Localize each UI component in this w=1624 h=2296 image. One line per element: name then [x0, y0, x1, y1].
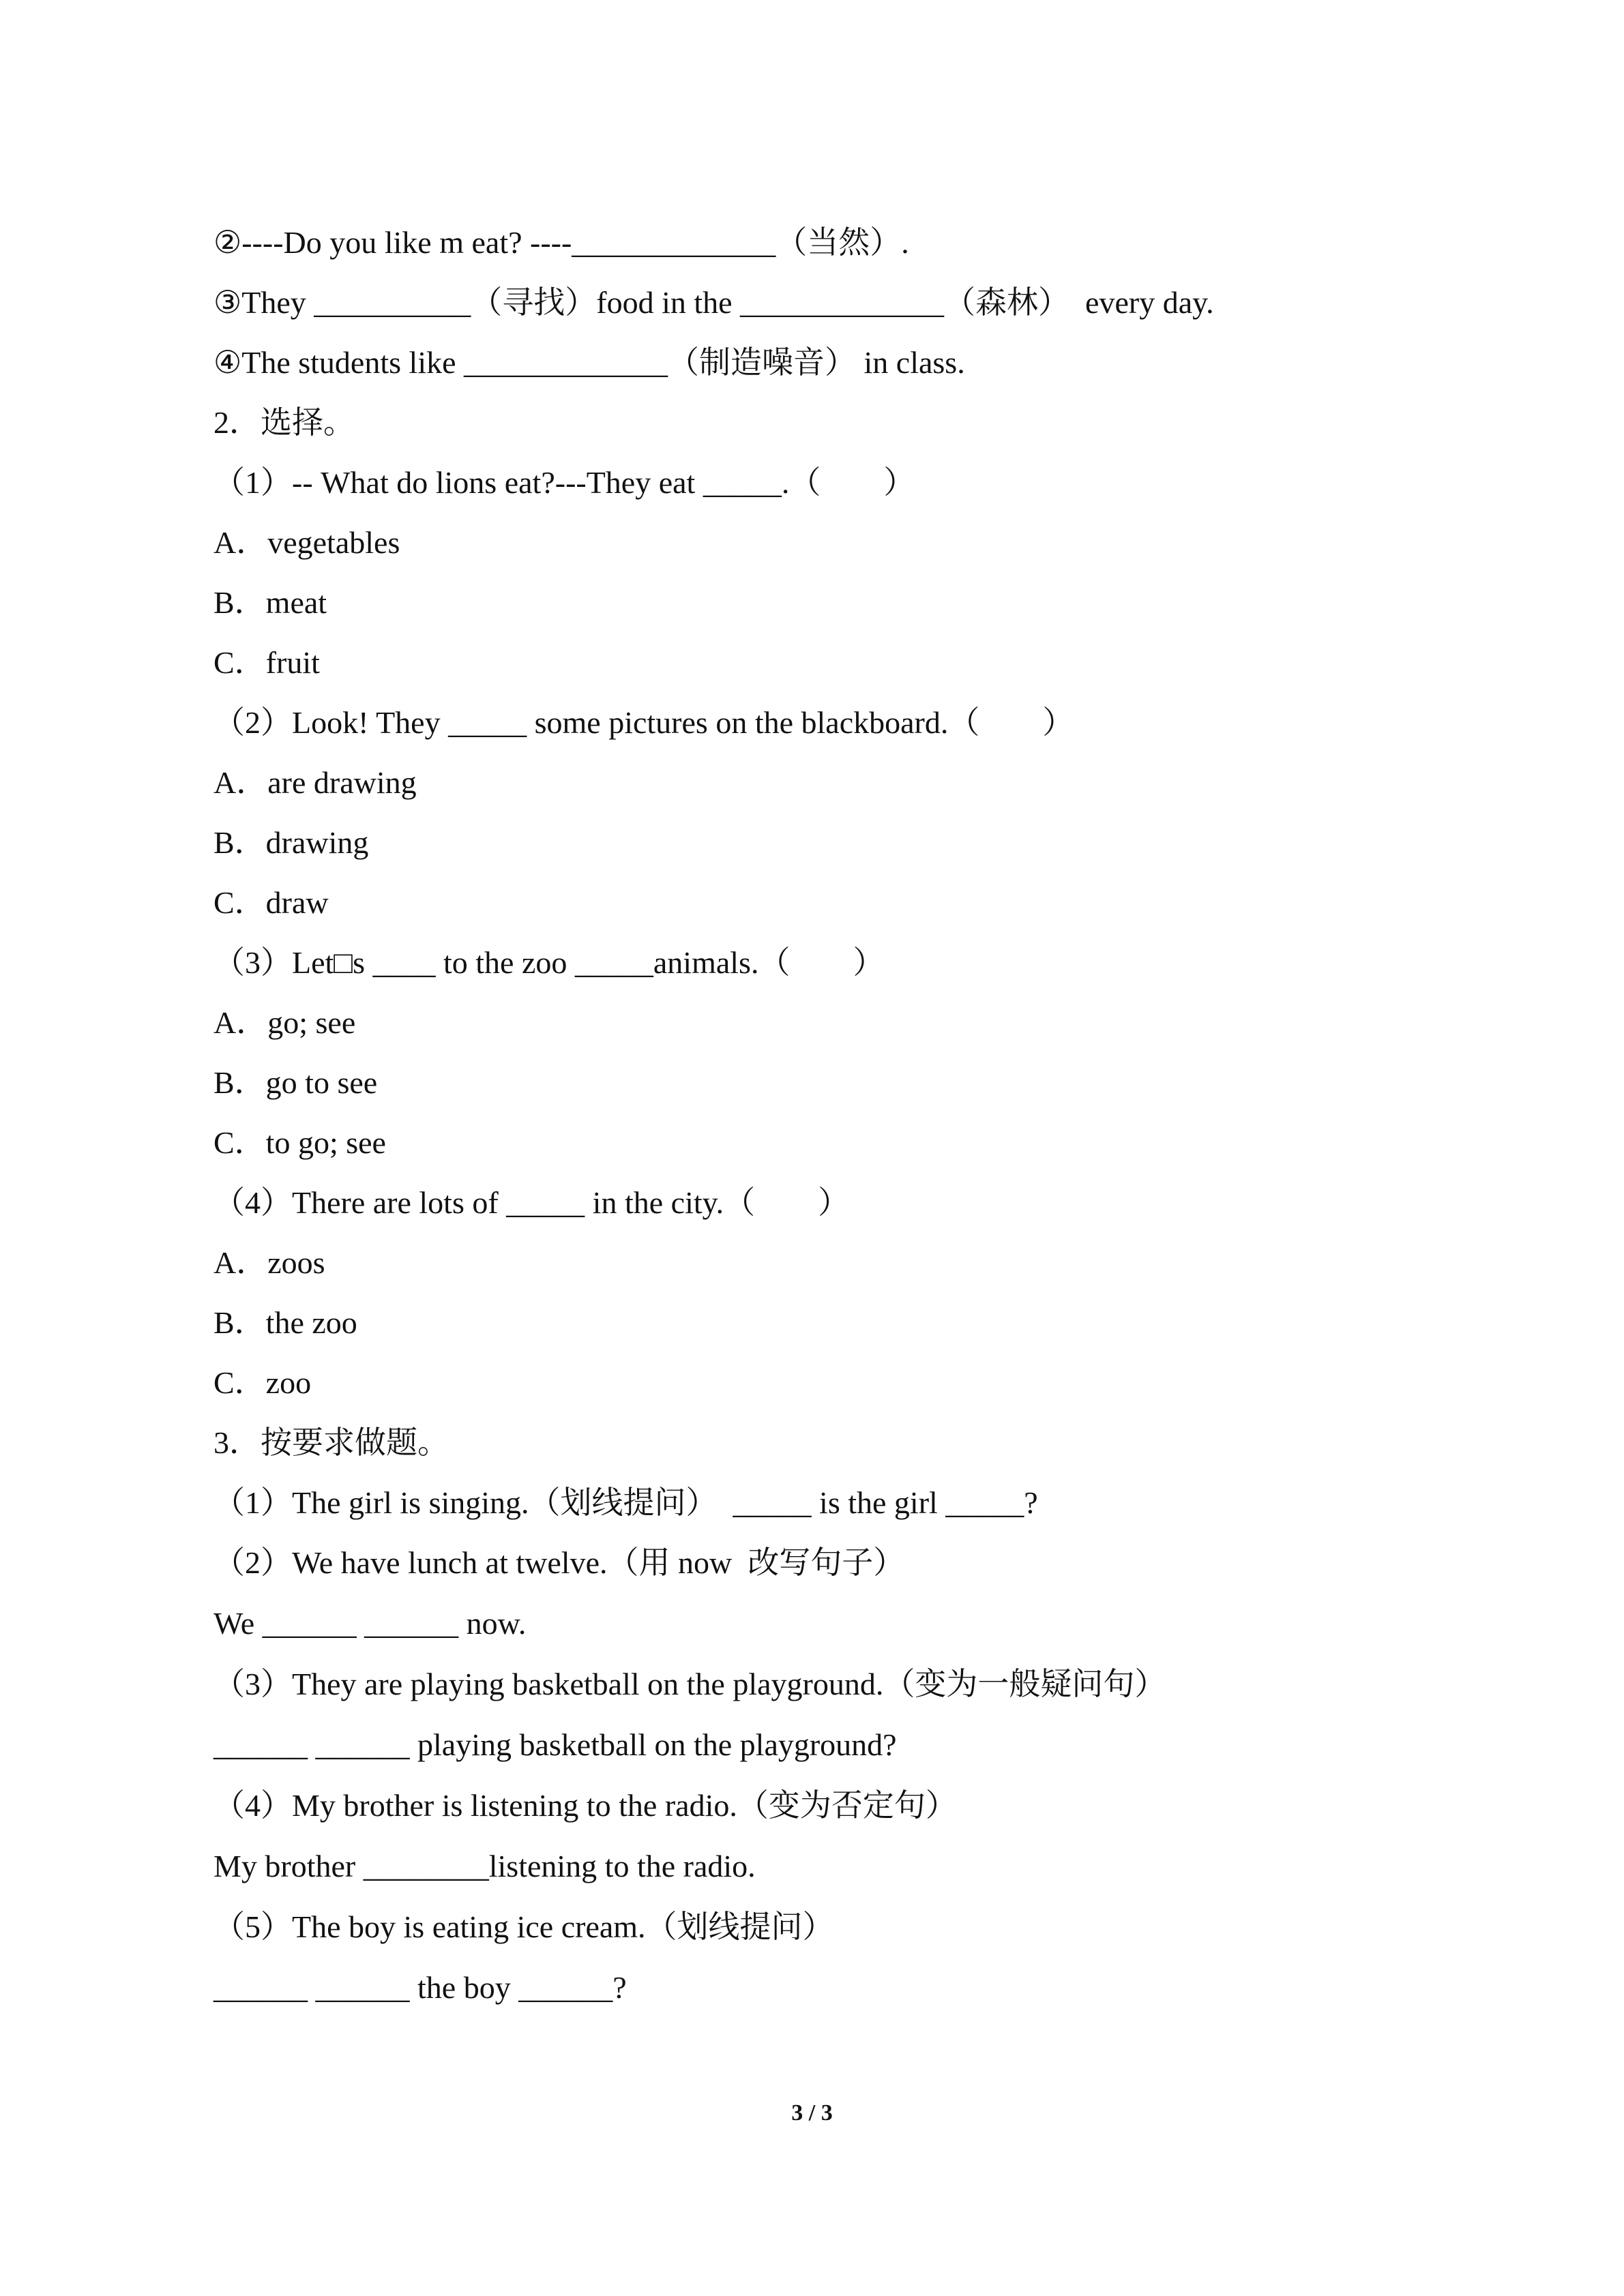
option-line: B．meat	[213, 585, 327, 620]
question-line: （3）They are playing basketball on the playground.（变为一般疑问句）	[213, 1667, 1166, 1701]
question-line: （4）My brother is listening to the radio.（变为否定句）	[213, 1788, 957, 1823]
option-line: B．go to see	[213, 1065, 378, 1100]
question-line: （2）Look! They _____ some pictures on the blackboard.（ ）	[213, 705, 1074, 740]
option-line: A．go; see	[213, 1005, 356, 1040]
question-line: （3）Let□s ____ to the zoo _____animals.（ ）	[213, 945, 885, 980]
option-line: C．zoo	[213, 1365, 312, 1400]
exercise-line: ④The students like _____________（制造噪音） in class.	[213, 345, 965, 380]
exercise-content	[213, 213, 1509, 2018]
question-line: （5）The boy is eating ice cream.（划线提问）	[213, 1909, 834, 1944]
option-line: B．the zoo	[213, 1305, 357, 1340]
answer-line: ______ ______ the boy ______?	[213, 1970, 627, 2005]
section-heading: 2．选择。	[213, 405, 355, 440]
option-line: C．draw	[213, 885, 329, 920]
question-line: （1）The girl is singing.（划线提问） _____ is the girl _____?	[213, 1485, 1038, 1520]
section-heading: 3．按要求做题。	[213, 1425, 449, 1460]
exercise-line: ③They __________（寻找）food in the _____________（森林） every day.	[213, 285, 1214, 320]
answer-line: We ______ ______ now.	[213, 1606, 527, 1641]
question-line: （4）There are lots of _____ in the city.（ ）	[213, 1185, 850, 1220]
option-line: A．are drawing	[213, 765, 417, 800]
option-line: A．zoos	[213, 1245, 325, 1280]
exercise-line: ②----Do you like m eat? ----_____________（当然）.	[213, 225, 909, 260]
answer-line: ______ ______ playing basketball on the playground?	[213, 1727, 897, 1762]
option-line: C．to go; see	[213, 1125, 386, 1160]
option-line: B．drawing	[213, 825, 369, 860]
option-line: C．fruit	[213, 645, 320, 680]
answer-line: My brother ________listening to the radio.	[213, 1849, 756, 1883]
page-number: 3 / 3	[791, 2100, 833, 2126]
question-line: （1）-- What do lions eat?---They eat _____.（ ）	[213, 465, 915, 500]
question-line: （2）We have lunch at twelve.（用 now 改写句子）	[213, 1545, 905, 1580]
option-line: A．vegetables	[213, 525, 400, 560]
